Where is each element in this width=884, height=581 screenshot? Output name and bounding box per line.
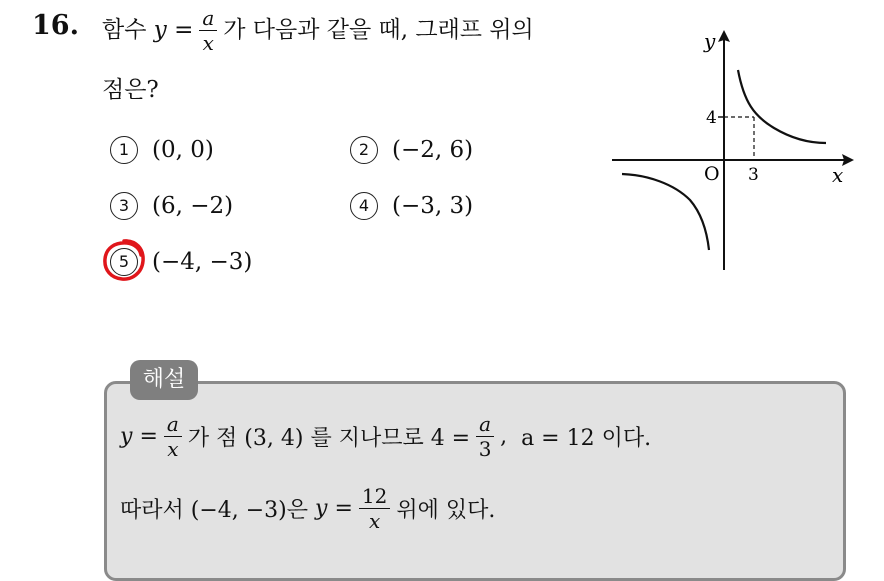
y-axis-label: y	[704, 29, 716, 53]
sol1-frac-num: a	[164, 414, 182, 437]
choice-5-marker: 5	[110, 248, 138, 276]
sol2-text1: 따라서 (−4, −3)은	[120, 498, 309, 523]
choice-4[interactable]	[350, 192, 473, 220]
answer-circle-mark	[100, 236, 148, 284]
sol2-fraction	[359, 486, 390, 531]
question-stem	[102, 5, 602, 103]
solution-line-1	[120, 414, 651, 459]
question-number: 16.	[32, 10, 79, 41]
sol1-frac2-den: 3	[478, 437, 492, 461]
sol1-frac2-num: a	[476, 414, 494, 437]
stem-line-2: 점은?	[102, 77, 159, 103]
choice-2-marker: 2	[350, 136, 378, 164]
choice-2[interactable]	[350, 136, 473, 164]
choice-5-value: (−4, −3)	[152, 249, 253, 275]
sol1-text2: ,	[500, 424, 508, 449]
curve-right-branch	[738, 70, 826, 143]
x-axis-label: x	[832, 163, 844, 187]
stem-fraction-denominator: x	[202, 30, 214, 55]
choice-3-value: (6, −2)	[152, 193, 234, 219]
sol1-fraction	[164, 414, 182, 459]
sol2-frac-den: x	[368, 509, 381, 533]
curve-left-branch	[622, 174, 709, 250]
sol1-y: y	[120, 424, 133, 449]
choice-1[interactable]	[110, 136, 214, 164]
sol1-frac-den: x	[167, 437, 179, 461]
choice-4-marker: 4	[350, 192, 378, 220]
sol2-eq: =	[334, 496, 353, 521]
origin-label: O	[704, 163, 720, 185]
choice-1-marker: 1	[110, 136, 138, 164]
stem-equals: =	[174, 17, 194, 43]
sol2-y: y	[315, 496, 328, 521]
solution-tag: 해설	[130, 360, 198, 400]
choice-4-value: (−3, 3)	[392, 193, 474, 219]
sol2-text2: 위에 있다.	[396, 498, 496, 523]
sol1-text1: 가 점 (3, 4) 를 지나므로 4 =	[187, 426, 471, 451]
sol1-a-eq: a = 12 이다.	[521, 426, 652, 451]
sol1-fraction-2	[476, 414, 494, 459]
stem-fraction-numerator: a	[199, 8, 217, 31]
stem-suffix: 가 다음과 같을 때, 그래프 위의	[223, 17, 534, 43]
stem-y-variable: y	[153, 17, 167, 43]
choice-1-value: (0, 0)	[152, 137, 214, 163]
sol2-frac-num: 12	[359, 486, 390, 509]
choice-3[interactable]	[110, 192, 233, 220]
sol1-eq: =	[139, 424, 158, 449]
solution-box	[104, 381, 846, 581]
choice-3-marker: 3	[110, 192, 138, 220]
solution-line-2	[120, 486, 495, 531]
stem-fraction	[199, 5, 217, 55]
stem-prefix: 함수	[102, 17, 147, 43]
choice-2-value: (−2, 6)	[392, 137, 474, 163]
x-tick-label: 3	[748, 165, 759, 185]
hyperbola-graph	[608, 22, 868, 272]
y-tick-label: 4	[706, 108, 717, 128]
